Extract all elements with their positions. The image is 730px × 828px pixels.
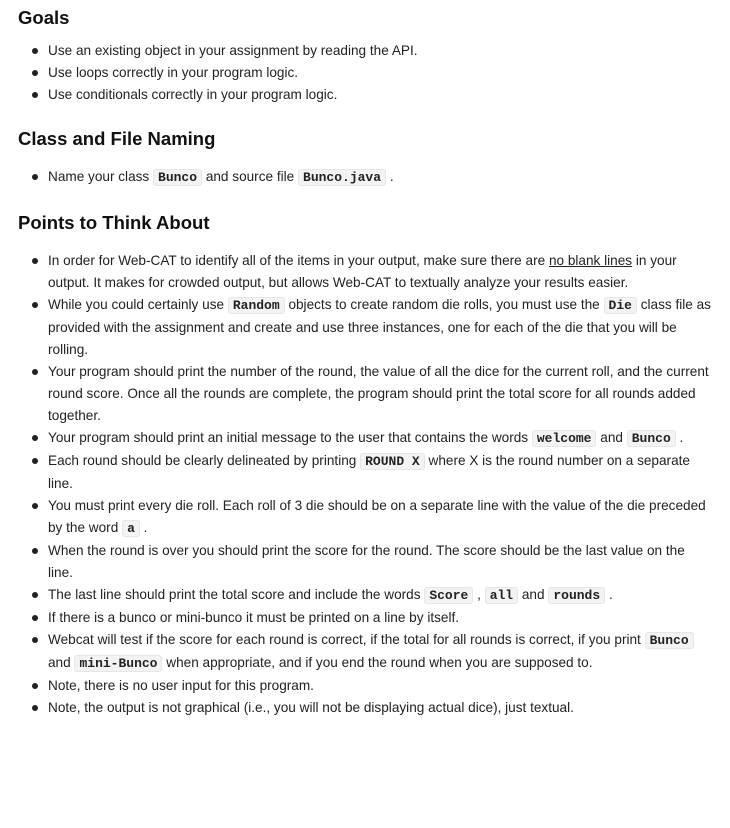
code-round-x: ROUND X	[360, 453, 425, 470]
code-die: Die	[604, 297, 637, 314]
text: Note, the output is not graphical (i.e., you will not be displaying actual dice), just textual.	[48, 700, 574, 715]
text: class file as provided with the assignment and create and use three instances, one for each of the die that you will be rolling.	[48, 297, 711, 357]
list-item	[48, 629, 712, 675]
list-item	[48, 294, 712, 361]
text: In order for Web-CAT to identify all of the items in your output, make sure there are	[48, 253, 546, 268]
goals-list	[18, 40, 712, 106]
code-random: Random	[228, 297, 285, 314]
text: .	[143, 520, 148, 535]
text: Your program should print an initial message to the user that contains the words	[48, 430, 529, 445]
naming-list	[18, 166, 712, 189]
text: and	[48, 655, 71, 670]
text: and	[521, 587, 545, 602]
text: when appropriate, and if you end the round when you are supposed to.	[166, 655, 593, 670]
code-score: Score	[424, 587, 473, 604]
text: Note, there is no user input for this program.	[48, 678, 314, 693]
list-item	[48, 540, 712, 584]
list-item	[48, 675, 712, 697]
code-bunco: Bunco	[645, 632, 694, 649]
list-item	[48, 427, 712, 450]
code-bunco: Bunco	[153, 169, 202, 186]
goals-heading: Goals	[18, 7, 70, 28]
list-item	[48, 607, 712, 629]
list-item	[48, 697, 712, 719]
text: .	[679, 430, 684, 445]
list-item	[48, 495, 712, 540]
text: and source file	[205, 169, 295, 184]
code-bunco: Bunco	[627, 430, 676, 447]
code-rounds: rounds	[548, 587, 605, 604]
points-heading: Points to Think About	[18, 212, 210, 233]
text: .	[389, 169, 394, 184]
list-item	[48, 361, 712, 427]
code-bunco-java: Bunco.java	[298, 169, 386, 186]
text: You must print every die roll. Each roll of 3 die should be on a separate line with the value of the die preceded by the word	[48, 498, 706, 535]
code-all: all	[485, 587, 518, 604]
code-welcome: welcome	[532, 430, 597, 447]
text: When the round is over you should print the score for the round. The score should be the last value on the line.	[48, 543, 685, 580]
text: ,	[477, 587, 481, 602]
list-item: Use conditionals correctly in your program logic.	[48, 84, 712, 106]
list-item	[48, 450, 712, 495]
text: Name your class	[48, 169, 150, 184]
list-item	[48, 584, 712, 607]
underlined-text: no blank lines	[548, 253, 633, 268]
text: and	[600, 430, 623, 445]
text: Your program should print the number of the round, the value of all the dice for the current roll, and the current round score. Once all the rounds are complete, the program should print the total score for all rounds added together.	[48, 364, 709, 423]
text: .	[608, 587, 613, 602]
text: While you could certainly use	[48, 297, 225, 312]
text: where X is the round number on a separate line.	[48, 453, 690, 491]
text: The last line should print the total score and include the words	[48, 587, 421, 602]
points-list	[18, 250, 712, 719]
text: in your output. It makes for crowded output, but allows Web-CAT to textually analyze your results easier.	[48, 253, 677, 290]
text: Webcat will test if the score for each round is correct, if the total for all rounds is correct, if you print	[48, 632, 641, 647]
text: objects to create random die rolls, you must use the	[288, 297, 600, 312]
list-item	[48, 166, 712, 189]
naming-heading: Class and File Naming	[18, 128, 216, 149]
text: Each round should be clearly delineated by printing	[48, 453, 357, 468]
code-a: a	[122, 520, 140, 537]
list-item	[48, 250, 712, 294]
list-item: Use loops correctly in your program logic.	[48, 62, 712, 84]
text: If there is a bunco or mini-bunco it must be printed on a line by itself.	[48, 610, 460, 625]
list-item: Use an existing object in your assignment by reading the API.	[48, 40, 712, 62]
code-mini-bunco: mini-Bunco	[74, 655, 162, 672]
